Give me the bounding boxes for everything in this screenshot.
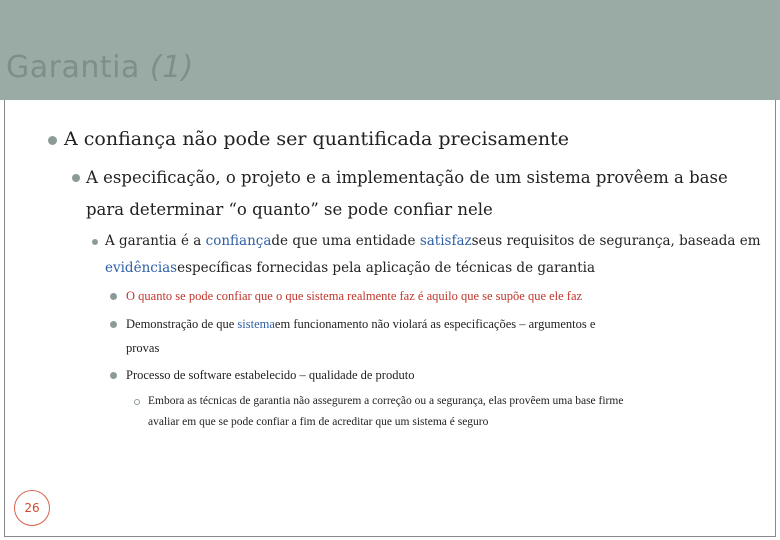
text-segment: de que uma entidade <box>271 233 420 249</box>
bullet-dot <box>110 372 117 379</box>
text-segment: específicas fornecidas pela aplicação de técnicas de garantia <box>177 260 596 276</box>
text-segment: em funcionamento não violará as especificações – argumentos e <box>274 317 596 331</box>
bullet-circle <box>134 399 140 405</box>
bullet-level4-b-line2: provas <box>126 341 160 355</box>
bullet-level2-line2: para determinar “o quanto” se pode confiar nele <box>86 200 493 219</box>
bullet-level4-c: Processo de software estabelecido – qualidade de produto <box>126 368 415 382</box>
bullet-level4-b-line1 <box>126 317 595 332</box>
bullet-level5-line1: Embora as técnicas de garantia não assegurem a correção ou a segurança, elas provêem uma base firme <box>148 395 624 407</box>
bullet-dot <box>48 136 57 145</box>
keyword-confianca: confiança <box>205 233 272 249</box>
bullet-dot <box>110 293 117 300</box>
bullet-level5-line2: avaliar em que se pode confiar a fim de acreditar que um sistema é seguro <box>148 416 489 428</box>
bullet-dot <box>92 239 98 245</box>
text-segment: Demonstração de que <box>126 317 238 331</box>
bullet-level4-a: O quanto se pode confiar que o que sistema realmente faz é aquilo que se supõe que ele faz <box>126 289 583 303</box>
bullet-level2-line1: A especificação, o projeto e a implementação de um sistema provêem a base <box>86 168 728 187</box>
keyword-satisfaz: satisfaz <box>419 233 472 249</box>
bullet-level3-line1 <box>105 233 761 249</box>
bullet-dot <box>72 174 80 182</box>
keyword-evidencias: evidências <box>105 260 178 276</box>
slide-title-sub: (1) <box>149 50 194 85</box>
title-bar <box>0 0 780 100</box>
slide-title-main: Garantia <box>6 50 140 85</box>
text-segment: seus requisitos de segurança, baseada em <box>471 233 761 249</box>
bullet-level3-line2 <box>105 260 595 276</box>
bullet-level1: A confiança não pode ser quantificada precisamente <box>64 128 570 150</box>
slide-number: 26 <box>14 490 50 526</box>
bullet-dot <box>110 321 117 328</box>
slide-title <box>6 50 194 85</box>
text-segment: A garantia é a <box>105 233 206 249</box>
keyword-sistema: sistema <box>237 317 275 331</box>
